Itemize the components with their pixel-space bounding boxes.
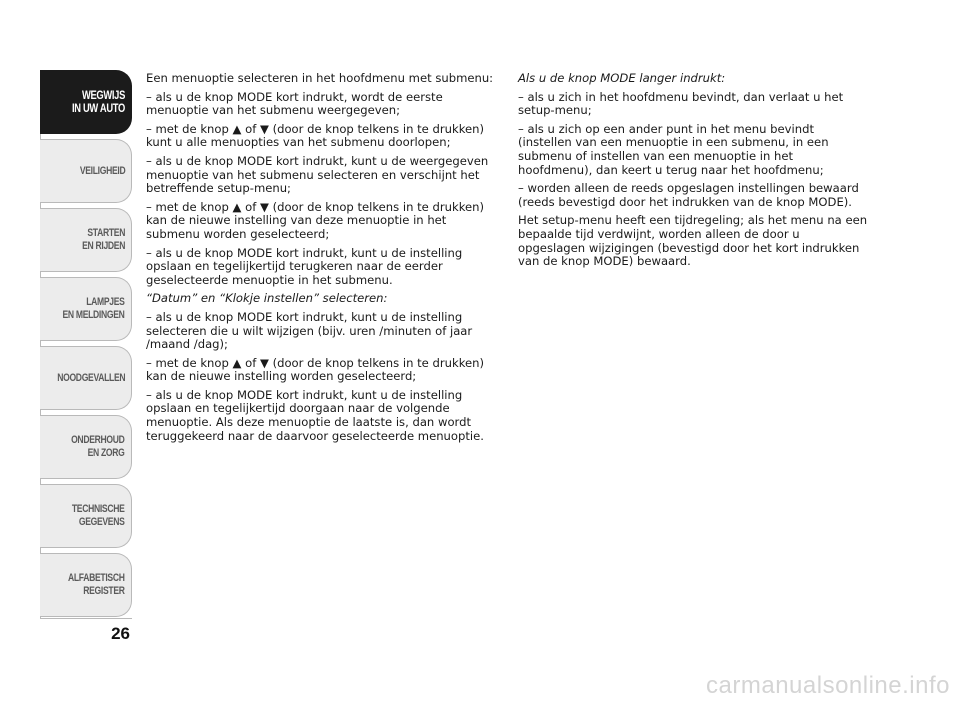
paragraph: – als u zich in het hoofdmenu bevindt, dan verlaat u het setup-menu;: [518, 89, 844, 118]
paragraph: – met de knop ▲ of ▼ (door de knop telkens in te drukken) kunt u alle menuopties van het submenu doorlopen;: [146, 121, 484, 150]
tab-label: STARTEN EN RIJDEN: [82, 227, 125, 252]
watermark: carmanualsonline.info: [706, 672, 950, 699]
paragraph: – met de knop ▲ of ▼ (door de knop telkens in te drukken) kan de nieuwe instelling worden geselecteerd;: [146, 355, 484, 384]
paragraph: – als u de knop MODE kort indrukt, kunt u de instelling selecteren die u wilt wijzigen (bijv. uren /minuten of jaar /maand /dag);: [146, 309, 473, 352]
paragraph: – met de knop ▲ of ▼ (door de knop telkens in te drukken) kan de nieuwe instelling van deze menuoptie in het submenu worden geselecteerd;: [146, 199, 484, 241]
section-heading: Als u de knop MODE langer indrukt:: [518, 71, 726, 85]
tab-technische-gegevens[interactable]: [40, 484, 132, 548]
paragraph: – als u zich op een ander punt in het menu bevindt (instellen van een menuoptie in een submenu, in een submenu of instellen van een menuoptie in het hoofdmenu), dan keert u terug naar het hoofdmenu;: [518, 121, 829, 177]
tab-onderhoud-en-zorg[interactable]: [40, 415, 132, 479]
tab-label: ALFABETISCH REGISTER: [68, 572, 125, 597]
tab-label: NOODGEVALLEN: [56, 371, 125, 384]
left-text-column: [146, 72, 494, 448]
paragraph: – als u de knop MODE kort indrukt, kunt u de instelling opslaan en tegelijkertijd doorgaan naar de volgende menuoptie. Als deze menuoptie de laatste is, dan wordt teruggekeerd naar de daarvoor geselecteerde menuoptie.: [146, 387, 484, 443]
tab-label: LAMPJES EN MELDINGEN: [62, 296, 125, 321]
section-heading: “Datum” en “Klokje instellen” selecteren:: [146, 291, 388, 306]
paragraph: – als u de knop MODE kort indrukt, kunt u de weergegeven menuoptie van het submenu selecteren en verschijnt het betreffende setup-menu;: [146, 153, 489, 196]
tab-veiligheid[interactable]: [40, 139, 132, 203]
paragraph: – worden alleen de reeds opgeslagen instellingen bewaard (reeds bevestigd door het indrukken van de knop MODE).: [518, 181, 859, 209]
tab-wegwijs-in-uw-auto[interactable]: [40, 70, 132, 134]
sidebar-bottom-line: [40, 618, 132, 619]
paragraph: – als u de knop MODE kort indrukt, wordt de eerste menuoptie van het submenu weergegeven;: [146, 89, 443, 118]
tab-alfabetisch-register[interactable]: [40, 553, 132, 617]
tab-label: WEGWIJS IN UW AUTO: [71, 88, 125, 115]
tab-label: ONDERHOUD EN ZORG: [71, 434, 125, 459]
page-number: 26: [111, 624, 130, 643]
tab-noodgevallen[interactable]: [40, 346, 132, 410]
tab-starten-en-rijden[interactable]: [40, 208, 132, 272]
paragraph: Het setup-menu heeft een tijdregeling; als het menu na een bepaalde tijd verdwijnt, worden alleen de door u opgeslagen wijzigingen (bevestigd door het kort indrukken van de knop MODE) bewaard.: [518, 213, 868, 269]
tab-label: VEILIGHEID: [79, 164, 125, 177]
paragraph: Een menuoptie selecteren in het hoofdmenu met submenu:: [146, 71, 494, 85]
right-text-column: [518, 72, 868, 274]
tab-lampjes-en-meldingen[interactable]: [40, 277, 132, 341]
tab-label: TECHNISCHE GEGEVENS: [72, 503, 125, 528]
chapter-sidebar: [40, 70, 134, 618]
paragraph: – als u de knop MODE kort indrukt, kunt u de instelling opslaan en tegelijkertijd terugkeren naar de eerder geselecteerde menuoptie in het submenu.: [146, 245, 463, 287]
